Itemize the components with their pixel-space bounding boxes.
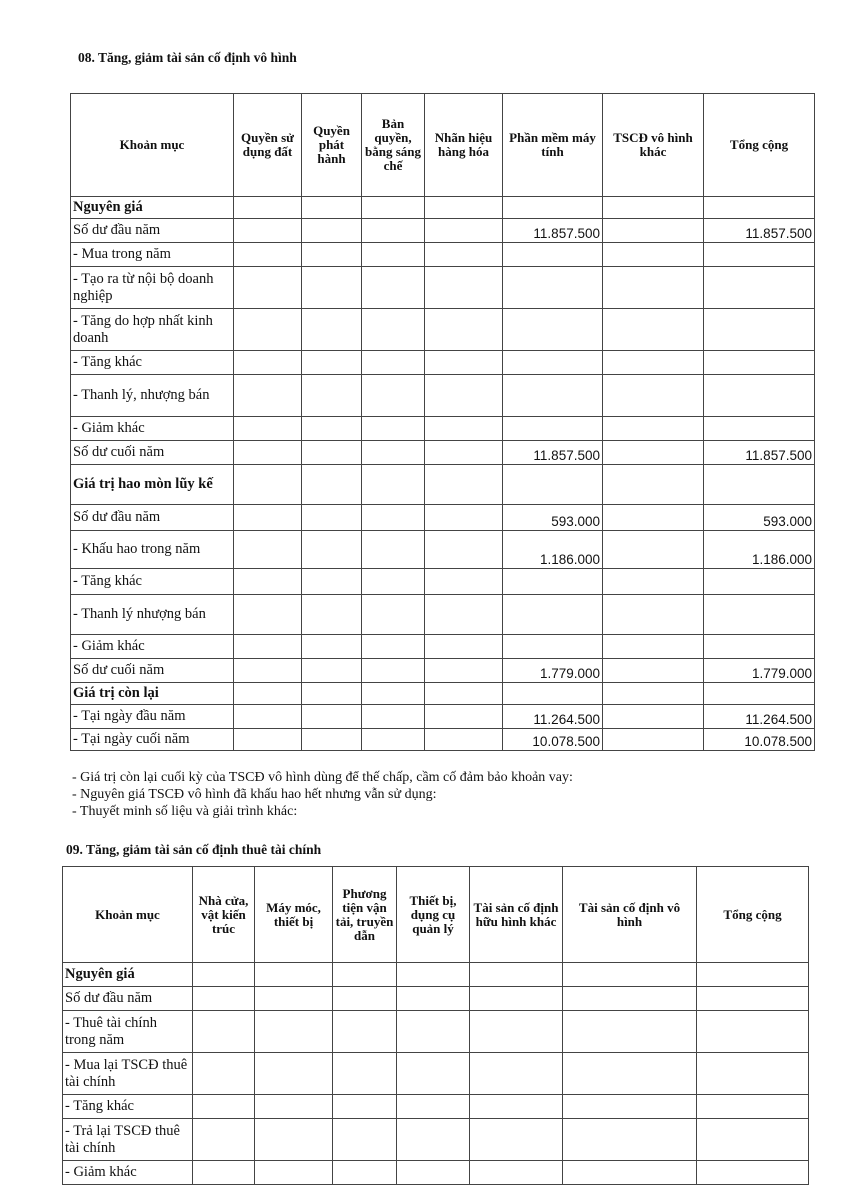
value-cell xyxy=(234,683,302,705)
note-line: - Giá trị còn lại cuối kỳ của TSCĐ vô hình dùng để thế chấp, cầm cố đảm bảo khoản vay: xyxy=(72,770,573,785)
value-cell xyxy=(425,197,503,219)
value-cell xyxy=(704,635,815,659)
row-label: - Tăng do hợp nhất kinh doanh xyxy=(71,309,234,351)
row-label: - Giảm khác xyxy=(71,635,234,659)
row-label: - Thanh lý nhượng bán xyxy=(71,595,234,635)
value-cell xyxy=(234,505,302,531)
note-line: - Thuyết minh số liệu và giải trình khác: xyxy=(72,804,298,819)
value-cell: 1.779.000 xyxy=(503,659,603,683)
table-row xyxy=(71,267,815,309)
value-cell xyxy=(302,465,362,505)
value-cell xyxy=(470,1095,563,1119)
value-cell xyxy=(234,243,302,267)
value-cell xyxy=(255,963,333,987)
table-row xyxy=(71,635,815,659)
table-row xyxy=(71,243,815,267)
value-cell xyxy=(397,987,470,1011)
value-cell xyxy=(603,197,704,219)
value-cell xyxy=(704,417,815,441)
value-cell xyxy=(503,267,603,309)
col-header: Nhãn hiệu hàng hóa xyxy=(425,94,503,197)
value-cell xyxy=(425,465,503,505)
row-label: Giá trị còn lại xyxy=(71,683,234,705)
value-cell xyxy=(697,963,809,987)
row-label: Giá trị hao mòn lũy kế xyxy=(71,465,234,505)
value-cell xyxy=(234,197,302,219)
value-cell xyxy=(603,351,704,375)
col-header: Máy móc, thiết bị xyxy=(255,867,333,963)
notes-block xyxy=(72,769,573,820)
value-cell xyxy=(397,1011,470,1053)
value-cell xyxy=(234,635,302,659)
value-cell xyxy=(704,465,815,505)
table-row xyxy=(71,375,815,417)
value-cell xyxy=(425,569,503,595)
table-row xyxy=(71,465,815,505)
row-label: Số dư đầu năm xyxy=(71,219,234,243)
value-cell xyxy=(697,1161,809,1185)
row-label: Số dư đầu năm xyxy=(63,987,193,1011)
col-header: Thiết bị, dụng cụ quản lý xyxy=(397,867,470,963)
table-row xyxy=(71,219,815,243)
value-cell xyxy=(333,1011,397,1053)
value-cell: 11.857.500 xyxy=(704,219,815,243)
value-cell xyxy=(362,351,425,375)
col-header: Quyền sử dụng đất xyxy=(234,94,302,197)
value-cell xyxy=(234,219,302,243)
value-cell xyxy=(425,243,503,267)
value-cell xyxy=(362,705,425,729)
table-row xyxy=(63,963,809,987)
col-header: TSCĐ vô hình khác xyxy=(603,94,704,197)
value-cell xyxy=(255,987,333,1011)
value-cell xyxy=(333,963,397,987)
value-cell xyxy=(397,1161,470,1185)
value-cell xyxy=(697,1119,809,1161)
value-cell xyxy=(697,1053,809,1095)
value-cell xyxy=(362,309,425,351)
value-cell xyxy=(397,1053,470,1095)
value-cell xyxy=(234,417,302,441)
value-cell xyxy=(234,705,302,729)
value-cell xyxy=(425,635,503,659)
value-cell: 11.264.500 xyxy=(704,705,815,729)
value-cell xyxy=(603,531,704,569)
row-label: Nguyên giá xyxy=(71,197,234,219)
value-cell xyxy=(255,1011,333,1053)
value-cell xyxy=(425,375,503,417)
row-label: Số dư đầu năm xyxy=(71,505,234,531)
value-cell xyxy=(563,1053,697,1095)
value-cell xyxy=(425,267,503,309)
table-row xyxy=(71,729,815,751)
value-cell xyxy=(563,1095,697,1119)
value-cell xyxy=(234,375,302,417)
value-cell xyxy=(234,729,302,751)
value-cell xyxy=(603,309,704,351)
col-header: Quyền phát hành xyxy=(302,94,362,197)
value-cell xyxy=(470,1119,563,1161)
table-row xyxy=(63,987,809,1011)
value-cell xyxy=(302,267,362,309)
value-cell xyxy=(563,1119,697,1161)
value-cell xyxy=(302,531,362,569)
value-cell xyxy=(302,417,362,441)
value-cell xyxy=(704,351,815,375)
value-cell xyxy=(425,705,503,729)
value-cell xyxy=(362,531,425,569)
value-cell xyxy=(603,569,704,595)
value-cell: 11.857.500 xyxy=(503,219,603,243)
value-cell: 593.000 xyxy=(704,505,815,531)
table-row xyxy=(71,705,815,729)
table-row xyxy=(71,569,815,595)
value-cell xyxy=(503,351,603,375)
col-header: Nhà cửa, vật kiến trúc xyxy=(193,867,255,963)
section-09-title: 09. Tăng, giảm tài sản cố định thuê tài chính xyxy=(66,842,322,857)
row-label: - Tăng khác xyxy=(71,569,234,595)
value-cell xyxy=(603,417,704,441)
value-cell xyxy=(697,1095,809,1119)
row-label: - Mua lại TSCĐ thuê tài chính xyxy=(63,1053,193,1095)
value-cell xyxy=(193,1011,255,1053)
value-cell xyxy=(333,987,397,1011)
value-cell xyxy=(603,243,704,267)
value-cell xyxy=(603,219,704,243)
value-cell xyxy=(234,569,302,595)
value-cell xyxy=(234,441,302,465)
value-cell xyxy=(234,659,302,683)
row-label: - Tăng khác xyxy=(63,1095,193,1119)
table-row xyxy=(63,1095,809,1119)
value-cell xyxy=(503,197,603,219)
value-cell xyxy=(563,1161,697,1185)
row-label: - Giảm khác xyxy=(63,1161,193,1185)
value-cell xyxy=(255,1095,333,1119)
value-cell xyxy=(362,267,425,309)
row-label: - Tăng khác xyxy=(71,351,234,375)
value-cell xyxy=(397,1095,470,1119)
row-label: - Mua trong năm xyxy=(71,243,234,267)
table-row xyxy=(71,351,815,375)
value-cell xyxy=(333,1119,397,1161)
value-cell xyxy=(503,569,603,595)
row-label: - Giảm khác xyxy=(71,417,234,441)
value-cell xyxy=(234,267,302,309)
table-row xyxy=(63,1053,809,1095)
value-cell xyxy=(704,375,815,417)
value-cell xyxy=(362,505,425,531)
value-cell xyxy=(603,441,704,465)
value-cell xyxy=(603,595,704,635)
value-cell xyxy=(362,465,425,505)
value-cell xyxy=(302,505,362,531)
value-cell xyxy=(302,729,362,751)
value-cell xyxy=(425,219,503,243)
value-cell xyxy=(425,729,503,751)
value-cell xyxy=(503,635,603,659)
value-cell xyxy=(704,197,815,219)
value-cell: 11.857.500 xyxy=(704,441,815,465)
row-label: - Trả lại TSCĐ thuê tài chính xyxy=(63,1119,193,1161)
value-cell xyxy=(362,729,425,751)
col-header: Phương tiện vận tải, truyền dẫn xyxy=(333,867,397,963)
table-row xyxy=(63,1161,809,1185)
value-cell xyxy=(362,635,425,659)
value-cell xyxy=(302,197,362,219)
value-cell: 1.186.000 xyxy=(503,531,603,569)
value-cell xyxy=(302,309,362,351)
value-cell: 10.078.500 xyxy=(704,729,815,751)
value-cell xyxy=(302,375,362,417)
table-row xyxy=(63,1119,809,1161)
value-cell xyxy=(333,1161,397,1185)
value-cell xyxy=(425,531,503,569)
row-label: - Tạo ra từ nội bộ doanh nghiệp xyxy=(71,267,234,309)
value-cell xyxy=(503,243,603,267)
table-row xyxy=(71,197,815,219)
value-cell xyxy=(362,243,425,267)
value-cell xyxy=(234,309,302,351)
value-cell xyxy=(193,987,255,1011)
value-cell xyxy=(193,1119,255,1161)
row-label: - Khấu hao trong năm xyxy=(71,531,234,569)
value-cell xyxy=(470,1053,563,1095)
value-cell xyxy=(603,505,704,531)
col-header: Khoản mục xyxy=(63,867,193,963)
value-cell xyxy=(362,219,425,243)
value-cell xyxy=(362,659,425,683)
value-cell xyxy=(563,1011,697,1053)
value-cell xyxy=(603,375,704,417)
finance-lease-assets-table xyxy=(62,866,809,1185)
table-row xyxy=(71,531,815,569)
value-cell: 11.264.500 xyxy=(503,705,603,729)
value-cell xyxy=(302,441,362,465)
value-cell xyxy=(503,375,603,417)
value-cell xyxy=(362,683,425,705)
value-cell xyxy=(302,351,362,375)
value-cell xyxy=(193,1095,255,1119)
value-cell xyxy=(425,441,503,465)
value-cell xyxy=(503,465,603,505)
col-header: Bản quyền, bằng sáng chế xyxy=(362,94,425,197)
value-cell xyxy=(302,243,362,267)
value-cell xyxy=(603,635,704,659)
value-cell xyxy=(302,219,362,243)
value-cell xyxy=(255,1053,333,1095)
value-cell xyxy=(603,465,704,505)
value-cell xyxy=(470,1011,563,1053)
row-label: Số dư cuối năm xyxy=(71,441,234,465)
value-cell xyxy=(333,1053,397,1095)
value-cell: 11.857.500 xyxy=(503,441,603,465)
value-cell xyxy=(503,309,603,351)
value-cell xyxy=(425,417,503,441)
value-cell xyxy=(255,1119,333,1161)
value-cell xyxy=(234,465,302,505)
col-header: Tổng cộng xyxy=(704,94,815,197)
value-cell xyxy=(563,963,697,987)
value-cell xyxy=(704,569,815,595)
intangible-assets-table xyxy=(70,93,815,751)
value-cell xyxy=(362,441,425,465)
value-cell xyxy=(362,595,425,635)
value-cell xyxy=(470,987,563,1011)
col-header: Phần mềm máy tính xyxy=(503,94,603,197)
value-cell xyxy=(697,987,809,1011)
value-cell xyxy=(425,659,503,683)
value-cell xyxy=(302,569,362,595)
table-row xyxy=(71,659,815,683)
col-header: Tổng cộng xyxy=(697,867,809,963)
value-cell xyxy=(255,1161,333,1185)
table-row xyxy=(63,1011,809,1053)
table-row xyxy=(71,417,815,441)
value-cell xyxy=(425,595,503,635)
row-label: Nguyên giá xyxy=(63,963,193,987)
value-cell xyxy=(302,683,362,705)
value-cell xyxy=(362,417,425,441)
row-label: - Tại ngày cuối năm xyxy=(71,729,234,751)
row-label: - Thuê tài chính trong năm xyxy=(63,1011,193,1053)
value-cell xyxy=(397,963,470,987)
note-line: - Nguyên giá TSCĐ vô hình đã khấu hao hết nhưng vẫn sử dụng: xyxy=(72,787,437,802)
table-row xyxy=(71,441,815,465)
value-cell xyxy=(697,1011,809,1053)
value-cell xyxy=(503,595,603,635)
value-cell xyxy=(397,1119,470,1161)
row-label: - Tại ngày đầu năm xyxy=(71,705,234,729)
value-cell xyxy=(302,705,362,729)
value-cell xyxy=(704,595,815,635)
value-cell xyxy=(193,1053,255,1095)
value-cell xyxy=(603,683,704,705)
value-cell xyxy=(503,683,603,705)
value-cell xyxy=(603,705,704,729)
value-cell xyxy=(704,267,815,309)
value-cell: 593.000 xyxy=(503,505,603,531)
col-header: Tài sản cố định vô hình xyxy=(563,867,697,963)
value-cell: 1.186.000 xyxy=(704,531,815,569)
value-cell xyxy=(603,729,704,751)
value-cell xyxy=(362,569,425,595)
table-header-row xyxy=(71,94,815,197)
value-cell xyxy=(302,635,362,659)
value-cell xyxy=(425,505,503,531)
value-cell xyxy=(603,267,704,309)
row-label: Số dư cuối năm xyxy=(71,659,234,683)
value-cell xyxy=(470,963,563,987)
value-cell xyxy=(234,531,302,569)
table-row xyxy=(71,505,815,531)
value-cell: 10.078.500 xyxy=(503,729,603,751)
value-cell xyxy=(425,683,503,705)
value-cell xyxy=(362,375,425,417)
table-row xyxy=(71,683,815,705)
value-cell xyxy=(704,309,815,351)
value-cell xyxy=(704,243,815,267)
col-header: Tài sản cố định hữu hình khác xyxy=(470,867,563,963)
value-cell xyxy=(503,417,603,441)
value-cell xyxy=(234,595,302,635)
table-row xyxy=(71,595,815,635)
table-row xyxy=(71,309,815,351)
value-cell xyxy=(470,1161,563,1185)
section-08-title: 08. Tăng, giảm tài sản cố định vô hình xyxy=(78,50,297,65)
value-cell xyxy=(425,309,503,351)
col-header: Khoản mục xyxy=(71,94,234,197)
table-header-row xyxy=(63,867,809,963)
value-cell xyxy=(234,351,302,375)
value-cell: 1.779.000 xyxy=(704,659,815,683)
row-label: - Thanh lý, nhượng bán xyxy=(71,375,234,417)
value-cell xyxy=(333,1095,397,1119)
value-cell xyxy=(563,987,697,1011)
value-cell xyxy=(302,659,362,683)
value-cell xyxy=(193,963,255,987)
value-cell xyxy=(425,351,503,375)
value-cell xyxy=(302,595,362,635)
value-cell xyxy=(603,659,704,683)
value-cell xyxy=(704,683,815,705)
value-cell xyxy=(362,197,425,219)
value-cell xyxy=(193,1161,255,1185)
